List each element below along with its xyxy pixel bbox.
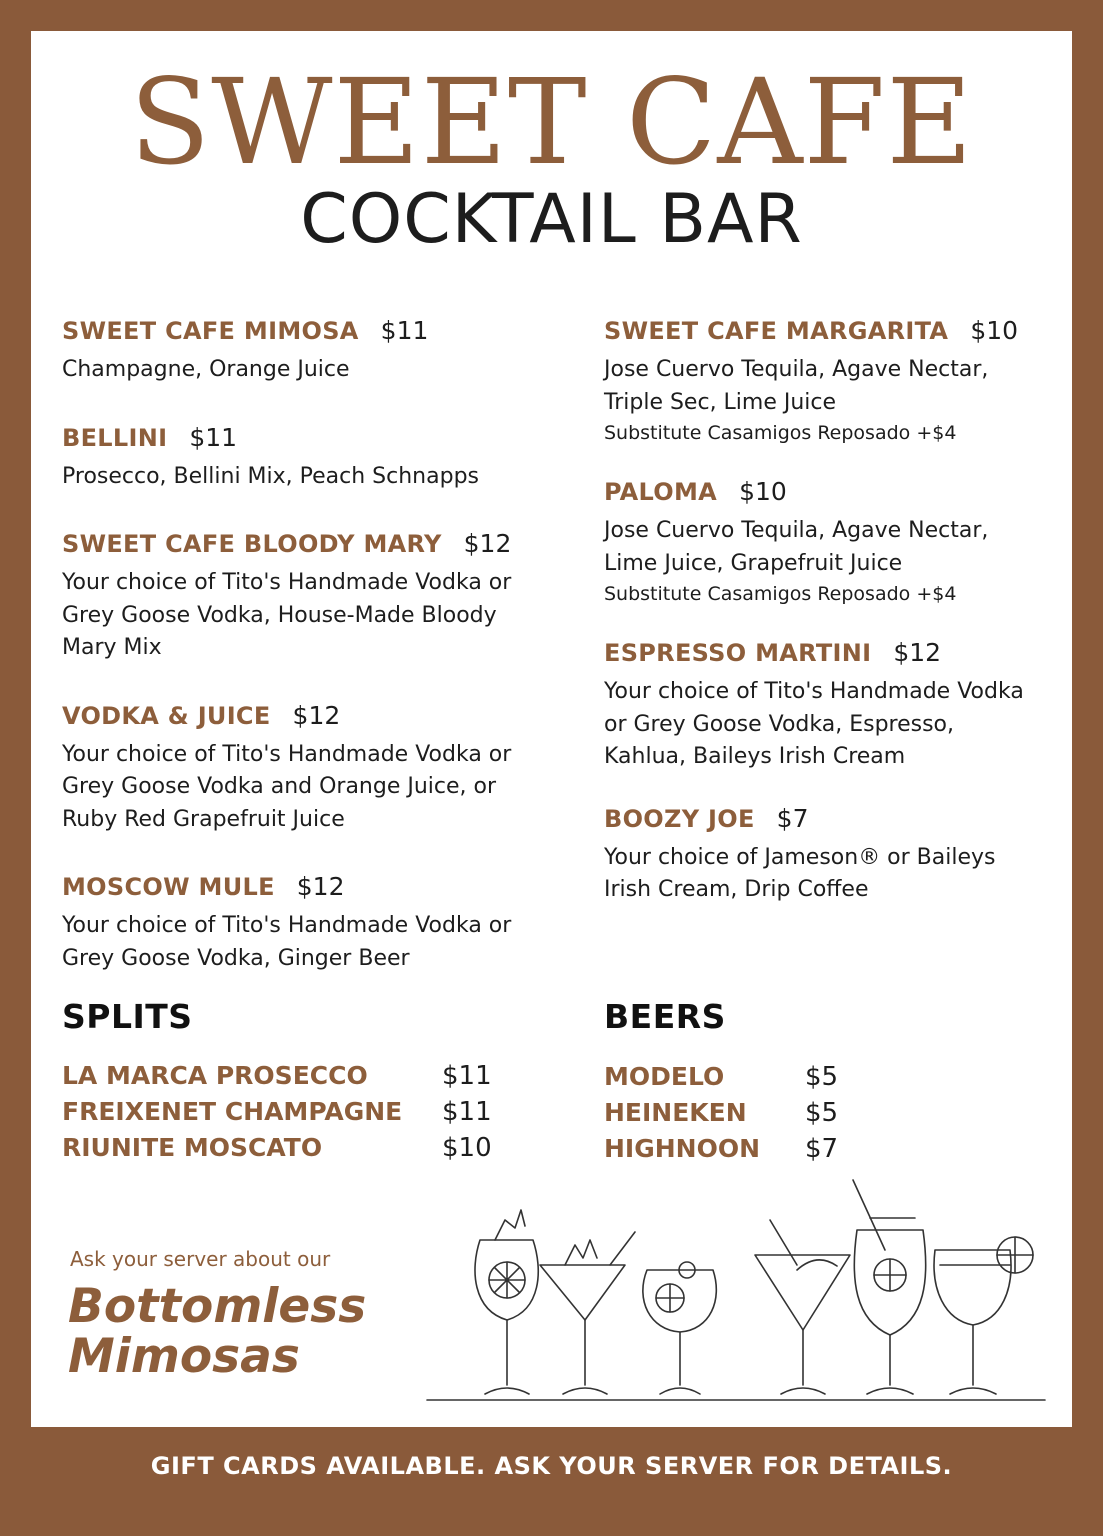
- menu-item-price: $12: [463, 529, 512, 558]
- menu-item-description: Grey Goose Vodka, House-Made Bloody: [62, 602, 497, 628]
- menu-item-description: Your choice of Jameson® or Baileys: [604, 844, 996, 870]
- menu-item-note: Substitute Casamigos Reposado +$4: [604, 583, 957, 605]
- menu-item-price: $11: [189, 422, 238, 452]
- beers-item-name: HIGHNOON: [604, 1134, 761, 1163]
- menu-item-paloma: [604, 473, 1064, 608]
- menu-item-name: MOSCOW MULE: [62, 873, 275, 901]
- menu-item-price: $12: [893, 638, 942, 667]
- splits-heading: SPLITS: [62, 997, 193, 1036]
- promo-ask-text: Ask your server about our: [70, 1247, 331, 1271]
- beers-row-modelo: [604, 1059, 904, 1095]
- beers-item-price: $7: [805, 1134, 839, 1164]
- menu-item-bellini: [62, 419, 562, 494]
- menu-item-description: Your choice of Tito's Handmade Vodka or: [62, 741, 512, 767]
- beers-item-price: $5: [805, 1062, 839, 1092]
- menu-item-note: Substitute Casamigos Reposado +$4: [604, 422, 957, 444]
- menu-item-description: Grey Goose Vodka, Ginger Beer: [62, 945, 410, 971]
- menu-item-header: [62, 697, 562, 739]
- menu-item-price: $11: [380, 316, 429, 345]
- beers-heading: BEERS: [604, 997, 726, 1036]
- wine-glass-icon: [475, 1210, 538, 1394]
- menu-item-description: Jose Cuervo Tequila, Agave Nectar,: [604, 518, 989, 543]
- menu-item-name: SWEET CAFE MARGARITA: [604, 317, 949, 345]
- splits-item-price: $11: [442, 1097, 492, 1127]
- footer-gift-cards: GIFT CARDS AVAILABLE. ASK YOUR SERVER FOR DETAILS.: [150, 1452, 953, 1480]
- beers-row-highnoon: [604, 1131, 904, 1167]
- splits-item-name: FREIXENET CHAMPAGNE: [62, 1097, 403, 1126]
- menu-item-sweet-cafe-mimosa: [62, 312, 562, 387]
- menu-item-name: BELLINI: [62, 423, 168, 452]
- tall-glass-icon: [853, 1180, 926, 1394]
- menu-item-description: Prosecco, Bellini Mix, Peach Schnapps: [62, 463, 480, 489]
- menu-item-price: $12: [296, 872, 345, 901]
- menu-item-header: [62, 868, 562, 910]
- menu-item-description: Ruby Red Grapefruit Juice: [62, 806, 345, 832]
- menu-item-header: [604, 473, 1064, 515]
- menu-item-price: $7: [776, 803, 809, 833]
- promo-bottomless-mimosas: [68, 1279, 367, 1384]
- cocktail-glasses-illustration: [425, 1170, 1050, 1405]
- goblet-glass-icon: [643, 1262, 716, 1394]
- menu-item-vodka-juice: [62, 697, 562, 837]
- menu-item-description: Mary Mix: [62, 635, 162, 660]
- menu-item-description: Triple Sec, Lime Juice: [604, 389, 837, 415]
- splits-row-la-marca-prosecco: [62, 1058, 522, 1094]
- splits-row-freixenet-champagne: [62, 1094, 522, 1130]
- menu-item-name: ESPRESSO MARTINI: [604, 639, 872, 667]
- menu-item-header: [604, 800, 1064, 842]
- menu-item-description: Your choice of Tito's Handmade Vodka: [604, 679, 1024, 704]
- menu-item-header: [62, 525, 562, 567]
- beers-item-name: HEINEKEN: [604, 1098, 747, 1127]
- promo-line-2: Mimosas: [68, 1329, 300, 1384]
- beers-list: [604, 1059, 904, 1167]
- menu-item-description: Champagne, Orange Juice: [62, 357, 350, 382]
- cocktails-right-column: [604, 312, 1064, 933]
- menu-title: SWEET CAFE: [129, 53, 974, 191]
- beers-row-heineken: [604, 1095, 904, 1131]
- menu-item-description: Grey Goose Vodka and Orange Juice, or: [62, 774, 497, 799]
- splits-item-price: $10: [442, 1133, 492, 1163]
- splits-item-name: LA MARCA PROSECCO: [62, 1061, 368, 1090]
- menu-item-price: $10: [970, 316, 1019, 345]
- splits-item-name: RIUNITE MOSCATO: [62, 1133, 323, 1162]
- menu-item-description: Jose Cuervo Tequila, Agave Nectar,: [604, 357, 989, 382]
- menu-item-name: VODKA & JUICE: [62, 701, 271, 730]
- menu-item-description: Kahlua, Baileys Irish Cream: [604, 744, 906, 769]
- menu-item-name: PALOMA: [604, 478, 718, 506]
- menu-item-description: Lime Juice, Grapefruit Juice: [604, 550, 903, 576]
- hurricane-glass-icon: [934, 1237, 1033, 1394]
- menu-item-header: [62, 312, 562, 354]
- menu-item-boozy-joe: [604, 800, 1064, 907]
- menu-item-price: $12: [292, 700, 341, 730]
- splits-list: [62, 1058, 522, 1166]
- coupe-glass-icon: [755, 1220, 850, 1394]
- menu-item-name: SWEET CAFE BLOODY MARY: [62, 530, 442, 558]
- menu-item-sweet-cafe-bloody-mary: [62, 525, 562, 665]
- splits-row-riunite-moscato: [62, 1130, 522, 1166]
- martini-glass-icon: [540, 1232, 635, 1394]
- menu-item-name: SWEET CAFE MIMOSA: [62, 317, 359, 345]
- menu-item-espresso-martini: [604, 634, 1064, 774]
- cocktails-left-column: [62, 312, 562, 1007]
- menu-subtitle: COCKTAIL BAR: [300, 180, 803, 259]
- menu-item-price: $10: [739, 477, 787, 506]
- beers-item-price: $5: [805, 1098, 839, 1128]
- menu-item-header: [604, 312, 1064, 354]
- menu-item-header: [62, 419, 562, 461]
- menu-item-name: BOOZY JOE: [604, 804, 755, 833]
- promo-line-1: Bottomless: [68, 1279, 367, 1334]
- menu-item-description: Your choice of Tito's Handmade Vodka or: [62, 570, 512, 595]
- menu-item-description: Your choice of Tito's Handmade Vodka or: [62, 913, 512, 938]
- splits-item-price: $11: [442, 1061, 492, 1091]
- beers-item-name: MODELO: [604, 1062, 725, 1091]
- menu-item-description: or Grey Goose Vodka, Espresso,: [604, 711, 955, 737]
- menu-item-description: Irish Cream, Drip Coffee: [604, 877, 869, 902]
- menu-item-moscow-mule: [62, 868, 562, 975]
- menu-item-header: [604, 634, 1064, 676]
- menu-item-sweet-cafe-margarita: [604, 312, 1064, 447]
